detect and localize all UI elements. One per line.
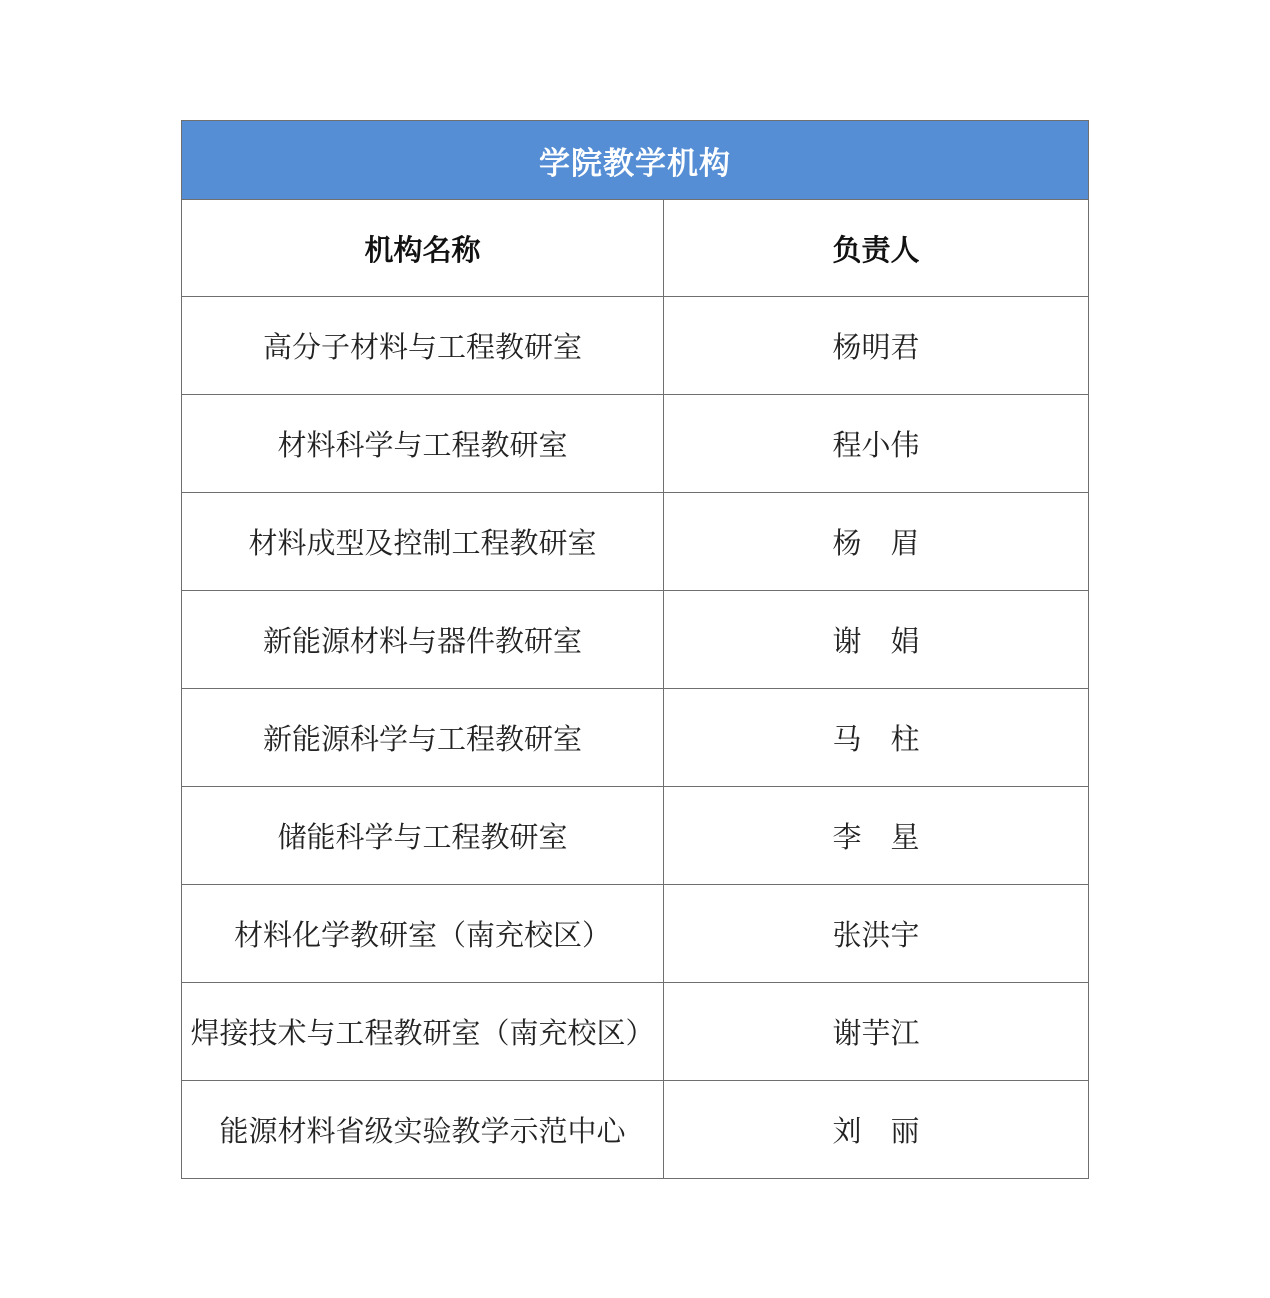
- table-row: [182, 493, 1089, 591]
- table-row: [182, 395, 1089, 493]
- unit-name-cell: 储能科学与工程教研室: [182, 787, 664, 885]
- table-row: [182, 297, 1089, 395]
- unit-lead-cell: 谢 娟: [664, 591, 1089, 689]
- unit-lead-cell: 杨 眉: [664, 493, 1089, 591]
- unit-name-cell: 能源材料省级实验教学示范中心: [182, 1081, 664, 1179]
- table-row: [182, 983, 1089, 1081]
- unit-lead-cell: 刘 丽: [664, 1081, 1089, 1179]
- unit-lead-cell: 张洪宇: [664, 885, 1089, 983]
- unit-name-cell: 新能源科学与工程教研室: [182, 689, 664, 787]
- unit-name-cell: 焊接技术与工程教研室（南充校区）: [182, 983, 664, 1081]
- table-row: [182, 1081, 1089, 1179]
- unit-lead-cell: 程小伟: [664, 395, 1089, 493]
- table-row: [182, 591, 1089, 689]
- column-header-lead: 负责人: [664, 200, 1089, 297]
- unit-lead-cell: 谢芋江: [664, 983, 1089, 1081]
- table-row: [182, 689, 1089, 787]
- unit-lead-cell: 杨明君: [664, 297, 1089, 395]
- unit-lead-cell: 马 柱: [664, 689, 1089, 787]
- unit-name-cell: 新能源材料与器件教研室: [182, 591, 664, 689]
- table-row: [182, 787, 1089, 885]
- unit-name-cell: 材料科学与工程教研室: [182, 395, 664, 493]
- table-title: 学院教学机构: [182, 121, 1089, 200]
- column-header-name: 机构名称: [182, 200, 664, 297]
- teaching-units-table: [181, 120, 1089, 1179]
- table-row: [182, 885, 1089, 983]
- unit-name-cell: 高分子材料与工程教研室: [182, 297, 664, 395]
- unit-name-cell: 材料化学教研室（南充校区）: [182, 885, 664, 983]
- unit-lead-cell: 李 星: [664, 787, 1089, 885]
- unit-name-cell: 材料成型及控制工程教研室: [182, 493, 664, 591]
